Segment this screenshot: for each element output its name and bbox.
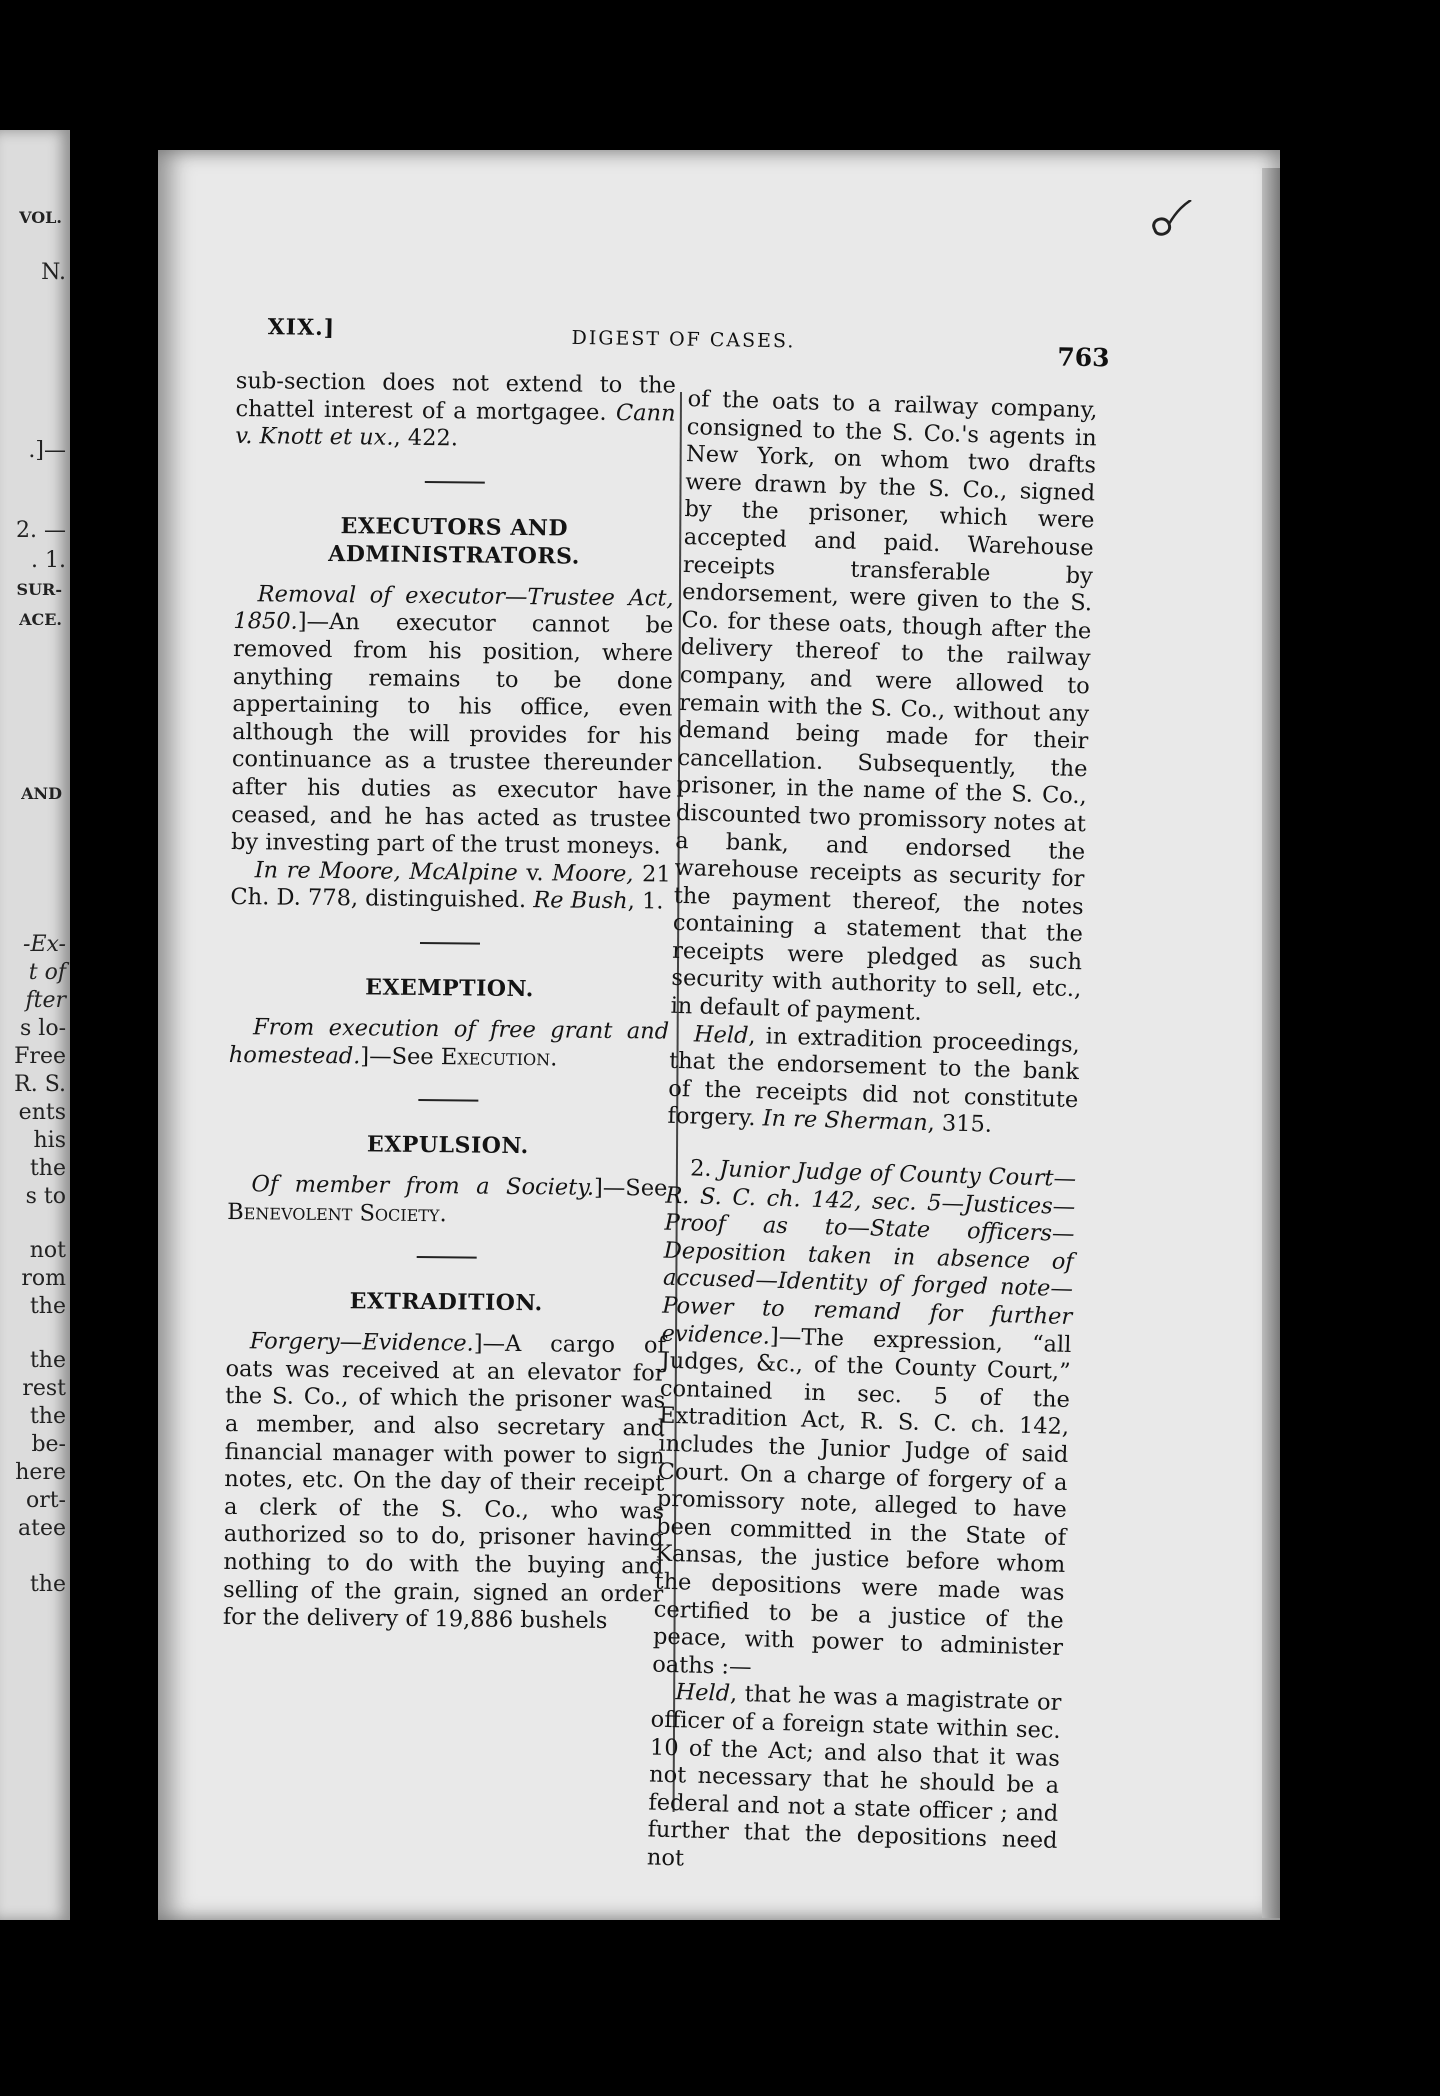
previous-page-strip: [0, 130, 70, 1920]
left-page-fragment: 2. —: [16, 518, 66, 543]
section-rule: [417, 1256, 477, 1259]
left-page-fragment: ACE.: [19, 610, 62, 629]
left-page-fragment: the: [29, 1294, 66, 1319]
left-page-fragment: rom: [21, 1266, 66, 1291]
left-page-fragment: VOL.: [19, 208, 62, 227]
volume-label: XIX.]: [267, 314, 336, 342]
section-rule: [420, 942, 480, 945]
carryover-paragraph: sub-section does not extend to the chattel interest of a mortgagee. Cann v. Knott et ux., 422.: [235, 368, 676, 452]
section-rule: [418, 1099, 478, 1102]
junior-judge-paragraph: 2. Junior Judge of County Court—R. S. C. ch. 142, sec. 5—Justices—Proof as to—State officers—Deposition taken in absence of accused—Identity of forged note—Power to remand for further evidence.]—The expression, “all Judges, &c., of the County Court,” contained in sec. 5 of the Extradition Act, R. S. C. ch. 142, includes the Junior Judge of said Court. On a charge of forgery of a promissory note, alleged to have been committed in the State of Kansas, the justice before whom the depositions were made was certified to be a justice of the peace, with power to administer oaths :—: [651, 1155, 1077, 1680]
held-paragraph-2: Held, that he was a magistrate or officer of a foreign state within sec. 10 of the Act; and also that it was not necessary that he should be a federal and not a state officer ; and further that the depositions need not: [646, 1679, 1062, 1872]
left-page-fragment: s to: [25, 1184, 66, 1209]
left-page-fragment: ort-: [25, 1488, 66, 1513]
left-page-fragment: R. S.: [14, 1072, 66, 1097]
heading-expulsion: EXPULSION.: [366, 1131, 529, 1160]
left-page-fragment: the: [29, 1572, 66, 1597]
heading-extradition: EXTRADITION.: [349, 1288, 543, 1317]
page-number: 763: [1057, 342, 1110, 373]
left-page-fragment: AND: [21, 784, 62, 803]
left-page-fragment: s lo-: [20, 1016, 66, 1041]
executors-paragraph: Removal of executor—Trustee Act, 1850.]—An executor cannot be removed from his position, where anything remains to be done appertaining to his office, even although the will provides for his continuance as a trustee thereunder after his duties as executor have ceased, and he has acted as trustee by investing part of the trust moneys.: [230, 581, 674, 860]
left-column: [223, 368, 676, 1636]
left-page-fragment: ents: [18, 1100, 66, 1125]
running-title: DIGEST OF CASES.: [571, 326, 796, 353]
left-page-fragment: -Ex-: [23, 932, 66, 957]
left-page-fragment: the: [29, 1404, 66, 1429]
left-page-fragment: not: [29, 1238, 66, 1263]
heading-exemption: EXEMPTION.: [365, 974, 534, 1003]
left-page-fragment: t of: [28, 960, 66, 985]
extradition-continued: of the oats to a railway company, consigned to the S. Co.'s agents in New York, on whom two drafts were drawn by the S. Co., signed by the prisoner, which were accepted and paid. Warehouse receipts transferable by endorsement, were given to the S. Co. for these oats, though after the delivery thereof to the railway company, and were allowed to remain with the S. Co., without any demand being made for their cancellation. Subsequently, the prisoner, in the name of the S. Co., discounted two promissory notes at a bank, and endorsed the warehouse receipts as security for the payment thereof, the notes containing a statement that the receipts were pledged as such security with authority to sell, etc., in default of payment.: [670, 386, 1098, 1026]
left-page-fragment: here: [15, 1460, 66, 1485]
extradition-paragraph: Forgery—Evidence.]—A cargo of oats was received at an elevator for the S. Co., of which the prisoner was a member, and also secretary and financial manager with power to sign notes, etc. On the day of their receipt a clerk of the S. Co., who was authorized so to do, prisoner having nothing to do with the buying and selling of the grain, signed an order for the delivery of 19,886 bushels: [222, 1328, 666, 1635]
held-paragraph-1: Held, in extradition proceedings, that the endorsement to the bank of the receipts did not constitute forgery. In re Sherman, 315.: [667, 1021, 1081, 1139]
left-page-fragment: atee: [18, 1516, 66, 1541]
page-edge: [1262, 168, 1280, 1918]
left-page-fragment: be-: [31, 1432, 66, 1457]
pencil-mark-icon: [1145, 200, 1195, 260]
left-page-fragment: fter: [25, 988, 66, 1013]
expulsion-paragraph: Of member from a Society.]—See Benevolent Society.: [227, 1171, 668, 1227]
left-page-fragment: N.: [41, 260, 66, 285]
executors-citation: In re Moore, McAlpine v. Moore, 21 Ch. D. 778, distinguished. Re Bush, 1.: [230, 856, 671, 915]
left-page-fragment: Free: [14, 1044, 66, 1069]
left-page-fragment: SUR-: [16, 580, 62, 599]
left-page-fragment: the: [29, 1156, 66, 1181]
left-page-fragment: the: [29, 1348, 66, 1373]
exemption-paragraph: From execution of free grant and homestead.]—See Execution.: [228, 1014, 670, 1071]
left-page-fragment: rest: [22, 1376, 66, 1401]
left-page-fragment: . 1.: [31, 548, 66, 573]
section-rule: [425, 481, 485, 484]
left-page-fragment: .]—: [28, 438, 66, 463]
left-page-fragment: his: [33, 1128, 66, 1153]
right-column: [646, 386, 1097, 1883]
heading-executors: EXECUTORS AND ADMINISTRATORS.: [328, 512, 581, 570]
